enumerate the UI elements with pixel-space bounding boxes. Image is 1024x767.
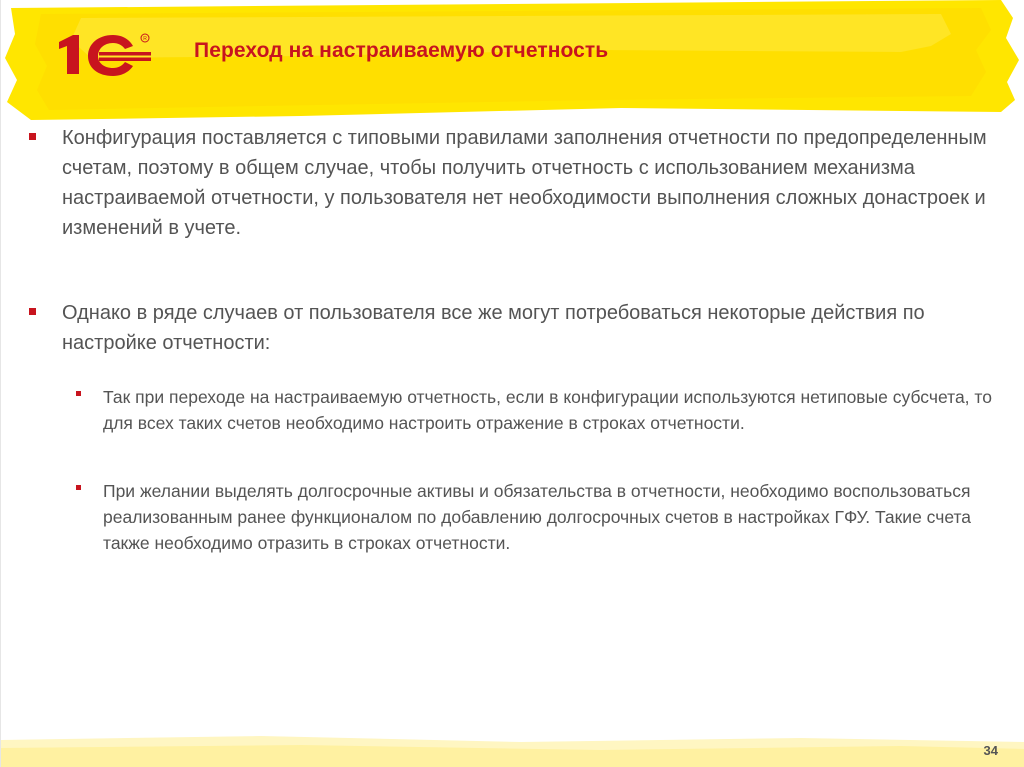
sub-bullet-text: При желании выделять долгосрочные активы и обязательства в отчетности, необходимо воспользоваться реализованным ранее функционалом по добавлению долгосрочных счетов в настройках ГФУ. Такие счета также необходимо отразить в строках отчетности. [103,481,972,553]
square-sub-bullet-icon [76,391,81,396]
1c-logo [53,30,163,82]
svg-text:R: R [143,36,147,42]
square-bullet-icon [29,133,36,140]
sub-bullet-text: Так при переходе на настраиваемую отчетность, если в конфигурации используются нетиповые субсчета, то для всех таких счетов необходимо настроить отражение в строках отчетности. [103,387,992,433]
bullet-text: Однако в ряде случаев от пользователя все же могут потребоваться некоторые действия по настройке отчетности: [62,302,925,354]
slide-title: Переход на настраиваемую отчетность [194,39,609,62]
page-number: 34 [983,743,998,758]
square-bullet-icon [29,308,36,315]
bullet-text: Конфигурация поставляется с типовыми правилами заполнения отчетности по предопределенным счетам, поэтому в общем случае, чтобы получить отчетность с использованием механизма настраиваемой отчетности, у пользователя нет необходимости выполнения сложных донастроек и изменений в учете. [62,127,987,239]
square-sub-bullet-icon [76,485,81,490]
footer-brush-stroke [1,728,1024,767]
